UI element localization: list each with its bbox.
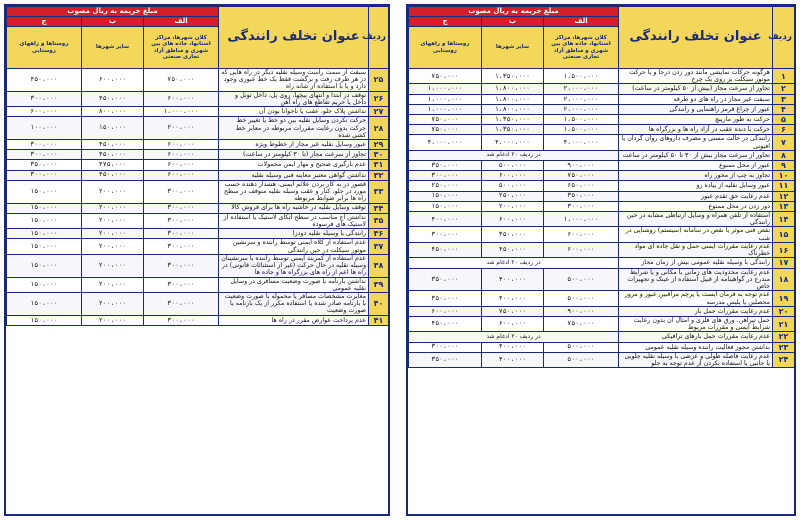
row-number: ۱۹ [773, 291, 795, 306]
table-row [7, 180, 389, 203]
fine-amount-b: ۱،۸۰۰،۰۰۰ [482, 104, 544, 114]
fine-amount-c: ۴۵۰،۰۰۰ [409, 242, 482, 257]
col-a-letter: الف [144, 17, 219, 27]
row-number: ۳۱ [369, 160, 389, 170]
violation-description: تجاوز از سرعت مجاز بیش از ۳۰ تا ۵۰ کیلومتر در ساعت [619, 150, 773, 160]
fine-amount-b: ۴۵۰،۰۰۰ [482, 242, 544, 257]
fine-amount-c: ۱۵۰،۰۰۰ [7, 315, 82, 325]
row-number: ۴ [773, 104, 795, 114]
fine-amount-a: ۴،۰۰۰،۰۰۰ [544, 135, 619, 150]
col-b-description: سایر شهرها [82, 27, 144, 69]
fine-amount-c: ۱،۰۰۰،۰۰۰ [409, 104, 482, 114]
col-c-letter: ج [409, 17, 482, 27]
fine-amount-c: ۱۵۰،۰۰۰ [409, 201, 482, 211]
table-row [7, 150, 389, 160]
fine-amount-a: ۷۵۰،۰۰۰ [144, 69, 219, 92]
fines-table-page-right [406, 4, 796, 516]
fine-amount-b: ۴۰۰،۰۰۰ [482, 291, 544, 306]
table-row [7, 239, 389, 254]
fine-amount-b: ۴۷۵،۰۰۰ [82, 160, 144, 170]
fine-amount-b: ۲۰۰،۰۰۰ [82, 254, 144, 277]
fine-amount-a: ۷۵۰،۰۰۰ [544, 316, 619, 331]
fine-amount-c: ۳۰۰،۰۰۰ [7, 170, 82, 180]
row-number-header: ردیف [773, 7, 795, 69]
table-row [7, 107, 389, 117]
fine-amount-c: ۱،۰۰۰،۰۰۰ [409, 94, 482, 104]
fine-amount-b: ۴۵۰،۰۰۰ [82, 91, 144, 106]
fine-amount-b: ۴۵۰،۰۰۰ [82, 170, 144, 180]
col-c-description: روستاها و راههای روستایی [7, 27, 82, 69]
fine-amount-c: ۳۰۰،۰۰۰ [7, 150, 82, 160]
violation-description: رانندگی با وسیله نقلیه دودزا [219, 229, 369, 239]
fine-amount-a: ۶۰۰،۰۰۰ [144, 150, 219, 160]
fine-amount-c: ۱،۰۰۰،۰۰۰ [409, 84, 482, 94]
table-row [409, 201, 795, 211]
fine-amount-b: ۵۰۰،۰۰۰ [482, 181, 544, 191]
fine-amount-c: ۷۵۰،۰۰۰ [409, 125, 482, 135]
violation-description: نداشتن بارنامه یا صورت وضعیت مسافری در وسایل نقلیه عمومی [219, 277, 369, 292]
row-number: ۹ [773, 161, 795, 171]
fine-amount-a: ۳۰۰،۰۰۰ [544, 201, 619, 211]
table-row [7, 170, 389, 180]
row-number: ۲۴ [773, 352, 795, 367]
fine-amount-b: ۶۰۰،۰۰۰ [482, 212, 544, 227]
fine-amount-b: ۲۵۰،۰۰۰ [482, 191, 544, 201]
fine-amount-header: مبلغ جریمه به ریال مصوب [409, 7, 619, 17]
fine-amount-a: ۶۰۰،۰۰۰ [544, 242, 619, 257]
fine-amount-a: ۶۰۰،۰۰۰ [144, 170, 219, 180]
fine-amount-c: ۳۵۰،۰۰۰ [409, 161, 482, 171]
fine-amount-a: ۱،۵۰۰،۰۰۰ [544, 69, 619, 84]
violation-description: حرکت نکردن وسایل نقلیه بین دو خط یا تغییر خط حرکت بدون رعایت مقررات مربوطه در معابر خط کشی شده [219, 117, 369, 140]
fine-amount-c: ۱۵۰،۰۰۰ [7, 277, 82, 292]
fine-amount-b: ۳۵۰،۰۰۰ [482, 227, 544, 242]
fine-amount-b: ۱۵۰،۰۰۰ [82, 117, 144, 140]
violation-description: حرکت به طور مارپیچ [619, 115, 773, 125]
table-row [7, 160, 389, 170]
fine-amount-b: ۲۰۰،۰۰۰ [82, 213, 144, 228]
violation-description: حمل تیرآهن، ورق های فلزی و امثال آن بدون رعایت شرایط ایمنی و مقررات مربوط [619, 316, 773, 331]
row-number: ۱۰ [773, 171, 795, 181]
violation-description: نقص فنی موثر یا نقص در سامانه (سیستم) روشنایی در شب [619, 227, 773, 242]
fine-amount-c: ۳۵۰،۰۰۰ [409, 352, 482, 367]
row-number: ۲۶ [369, 91, 389, 106]
row-number: ۳۷ [369, 239, 389, 254]
fine-amount-b: ۱،۳۵۰،۰۰۰ [482, 125, 544, 135]
row-number: ۳۹ [369, 277, 389, 292]
fine-amount-b: ۴۰۰،۰۰۰ [482, 342, 544, 352]
violation-description: نداشتن مجوز فعالیت راننده وسیله نقلیه عمومی [619, 342, 773, 352]
violation-description: رانندگی با وسیله نقلیه عمومی بیش از زمان مجاز [619, 258, 773, 268]
fines-table-page-left [4, 4, 390, 516]
row-number: ۷ [773, 135, 795, 150]
fine-amount-a: ۵۰۰،۰۰۰ [544, 268, 619, 291]
fine-amount-b: ۲۰۰،۰۰۰ [482, 201, 544, 211]
fine-amount-c: ۴۰۰،۰۰۰ [409, 212, 482, 227]
violation-title-header: عنوان تخلف رانندگی [619, 7, 773, 69]
table-row [409, 161, 795, 171]
page-gutter [394, 0, 402, 520]
col-c-description: روستاها و راههای روستایی [409, 27, 482, 69]
fine-amount-a: ۶۰۰،۰۰۰ [544, 227, 619, 242]
table-row [409, 104, 795, 114]
fine-amount-b: ۲۰۰،۰۰۰ [82, 239, 144, 254]
violation-title-header: عنوان تخلف رانندگی [219, 7, 369, 69]
row-number: ۲۱ [773, 316, 795, 331]
violation-description: دور زدن در محل ممنوع [619, 201, 773, 211]
fine-amount-c: ۳۵۰،۰۰۰ [409, 268, 482, 291]
fine-amount-b: ۶۰۰،۰۰۰ [482, 316, 544, 331]
fine-amount-b: ۱،۸۰۰،۰۰۰ [482, 84, 544, 94]
fine-amount-a: ۳۰۰،۰۰۰ [144, 239, 219, 254]
violation-description: تجاوز به چپ از محور راه [619, 171, 773, 181]
fine-amount-b: ۴۰۰،۰۰۰ [482, 352, 544, 367]
fine-amount-b: ۴،۰۰۰،۰۰۰ [482, 135, 544, 150]
fine-amount-c: ۱۵۰،۰۰۰ [7, 239, 82, 254]
fine-amount-a: ۲،۰۰۰،۰۰۰ [544, 94, 619, 104]
table-row [409, 242, 795, 257]
fine-amount-c: ۳۰۰،۰۰۰ [409, 342, 482, 352]
row-number: ۲۵ [369, 69, 389, 92]
fine-amount-c: ۴،۰۰۰،۰۰۰ [409, 135, 482, 150]
violation-description: عدم توجه به فرمان ایست یا پرچم مراقبین عبور و مرور محصلین یا پلیس مدرسه [619, 291, 773, 306]
fines-table-right [408, 6, 795, 368]
violation-description: استفاده از تلفن همراه و وسایل ارتباطی مشابه در حین رانندگی [619, 212, 773, 227]
fine-amount-a: ۳۰۰،۰۰۰ [144, 203, 219, 213]
violation-description: عدم پرداخت عوارض مقرر در راه ها [219, 315, 369, 325]
fine-amount-c: ۳۵۰،۰۰۰ [409, 291, 482, 306]
row-number: ۸ [773, 150, 795, 160]
table-row [7, 277, 389, 292]
table-row [409, 352, 795, 367]
row-number: ۱۷ [773, 258, 795, 268]
row-number: ۳ [773, 94, 795, 104]
row-number: ۲۰ [773, 306, 795, 316]
fine-amount-a: ۳۰۰،۰۰۰ [144, 180, 219, 203]
violation-description: توقف در ابتدا و انتهای پیچها، روی پل، داخل تونل و داخل یا حریم تقاطع های راه آهن [219, 91, 369, 106]
fine-amount-a: ۳۰۰،۰۰۰ [144, 229, 219, 239]
fine-amount-c: ۱۵۰،۰۰۰ [7, 293, 82, 316]
fine-amount-b: ۲۰۰،۰۰۰ [82, 293, 144, 316]
fine-amount-b: ۲۰۰،۰۰۰ [82, 229, 144, 239]
fine-amount-a: ۶۵۰،۰۰۰ [544, 181, 619, 191]
violation-description: تجاوز از سرعت مجاز (بیش از ۵۰ کیلومتر در ساعت) [619, 84, 773, 94]
violation-description: سبقت غیر مجاز در راه های دو طرفه [619, 94, 773, 104]
fine-amount-a: ۹۰۰،۰۰۰ [544, 161, 619, 171]
row-number: ۶ [773, 125, 795, 135]
table-row [409, 94, 795, 104]
violation-description: قصور در به کار بردن علائم ایمنی، هشدار دهنده حسب مورد در جلو، کنار و عقب وسیله نقلیه متوقف در سطح راه ها برابر ضوابط مربوطه [219, 180, 369, 203]
table-row [409, 150, 795, 160]
row-number: ۴۰ [369, 293, 389, 316]
fine-amount-c: ۴۵۰،۰۰۰ [409, 316, 482, 331]
col-c-letter: ج [7, 17, 82, 27]
row-number: ۳۴ [369, 203, 389, 213]
fine-amount-a: ۵۰۰،۰۰۰ [544, 342, 619, 352]
fine-amount-a: ۳۰۰،۰۰۰ [144, 254, 219, 277]
row-number: ۳۳ [369, 180, 389, 203]
row-number: ۲۲ [773, 332, 795, 342]
fine-amount-a: ۷۵۰،۰۰۰ [544, 171, 619, 181]
table-row [7, 229, 389, 239]
col-b-letter: ب [482, 17, 544, 27]
fine-amount-c: ۱۵۰،۰۰۰ [7, 180, 82, 203]
fine-amount-c: ۱۵۰،۰۰۰ [409, 191, 482, 201]
fine-amount-a: ۱،۵۰۰،۰۰۰ [544, 115, 619, 125]
violation-description: نداشتن پلاک جلو، عقب یا ناخوانا بودن آن [219, 107, 369, 117]
table-row [7, 117, 389, 140]
table-row [7, 91, 389, 106]
row-number: ۱۴ [773, 212, 795, 227]
fine-amount-a: ۶۰۰،۰۰۰ [144, 140, 219, 150]
fine-amount-c: ۷۵۰،۰۰۰ [409, 69, 482, 84]
fine-amount-a: ۲،۰۰۰،۰۰۰ [544, 84, 619, 94]
fine-amount-c: ۳۰۰،۰۰۰ [409, 171, 482, 181]
violation-description: عدم رعایت مقررات ایمنی حمل و نقل جاده ای مواد خطرناک [619, 242, 773, 257]
merged-row-note: در ردیف ۲۰ ادغام شد [409, 150, 619, 160]
table-row [409, 268, 795, 291]
fine-amount-c: ۱۵۰،۰۰۰ [7, 203, 82, 213]
fine-amount-b: ۲۰۰،۰۰۰ [82, 277, 144, 292]
row-number: ۵ [773, 115, 795, 125]
fine-amount-a: ۳۰۰،۰۰۰ [144, 293, 219, 316]
row-number: ۲۹ [369, 140, 389, 150]
violation-description: عدم استفاده از کمربند ایمنی توسط راننده یا سرنشینان وسیله نقلیه در حال حرکت (غیر از استثنائات قانونی) در راه ها اعم از راه های بزرگراه ها و جاده ها [219, 254, 369, 277]
fine-amount-a: ۶۰۰،۰۰۰ [144, 160, 219, 170]
row-number: ۲ [773, 84, 795, 94]
fine-amount-a: ۶۰۰،۰۰۰ [144, 91, 219, 106]
row-number: ۴۱ [369, 315, 389, 325]
fine-amount-a: ۲،۰۰۰،۰۰۰ [544, 104, 619, 114]
table-row [409, 135, 795, 150]
fine-amount-b: ۲۰۰،۰۰۰ [82, 203, 144, 213]
row-number: ۳۵ [369, 213, 389, 228]
fine-amount-a: ۲۰۰،۰۰۰ [144, 117, 219, 140]
table-row [7, 293, 389, 316]
table-row [409, 181, 795, 191]
fine-amount-c: ۱۵۰،۰۰۰ [7, 213, 82, 228]
table-row [409, 258, 795, 268]
fine-amount-a: ۱،۰۰۰،۰۰۰ [544, 212, 619, 227]
row-number: ۲۳ [773, 342, 795, 352]
violation-description: رانندگی در حالت مستی و مصرف داروهای روان گردان یا افیونی [619, 135, 773, 150]
row-number: ۱۵ [773, 227, 795, 242]
fines-table-left [6, 6, 389, 326]
fine-amount-c: ۳۰۰،۰۰۰ [7, 140, 82, 150]
fine-amount-a: ۵۰۰،۰۰۰ [544, 291, 619, 306]
violation-description: عبور از چراغ قرمز راهنمایی و رانندگی [619, 104, 773, 114]
violation-description: نداشتن آج مناسب در سطح اتکای لاستیک یا استفاده از لاستیک های فرسوده [219, 213, 369, 228]
fine-amount-c: ۴۵۰،۰۰۰ [7, 69, 82, 92]
fine-amount-a: ۹۰۰،۰۰۰ [544, 306, 619, 316]
fine-amount-b: ۲۰۰،۰۰۰ [82, 180, 144, 203]
fine-amount-b: ۴۰۰،۰۰۰ [482, 268, 544, 291]
table-row [409, 316, 795, 331]
merged-row-note: در ردیف ۲۰ ادغام شد [409, 258, 619, 268]
fine-amount-c: ۱۵۰،۰۰۰ [7, 229, 82, 239]
violation-description: عدم رعایت فاصله طولی و عرضی با وسیله نقلیه جلویی یا جانبی یا استفاده نکردن از عدم توجه به جلو [619, 352, 773, 367]
fine-amount-header: مبلغ جریمه به ریال مصوب [7, 7, 219, 17]
row-number: ۱۳ [773, 201, 795, 211]
fine-amount-b: ۱،۳۵۰،۰۰۰ [482, 69, 544, 84]
fine-amount-c: ۳۵۰،۰۰۰ [7, 160, 82, 170]
table-row [409, 69, 795, 84]
col-a-description: کلان شهرها، مراکز استانها، جاده های بین شهری و مناطق آزاد تجاری صنعتی [544, 27, 619, 69]
table-row [409, 227, 795, 242]
row-number: ۳۲ [369, 170, 389, 180]
fine-amount-a: ۱،۵۰۰،۰۰۰ [544, 125, 619, 135]
violation-description: تجاوز از سرعت مجاز (تا ۳۰ کیلومتر در ساعت) [219, 150, 369, 160]
violation-description: عدم رعایت حق تقدم عبور [619, 191, 773, 201]
violation-description: عبور از محل ممنوع [619, 161, 773, 171]
fines-table-right-body [409, 69, 795, 368]
table-row [409, 332, 795, 342]
table-row [409, 171, 795, 181]
fine-amount-b: ۴۵۰،۰۰۰ [82, 150, 144, 160]
fine-amount-c: ۷۵۰،۰۰۰ [409, 115, 482, 125]
row-number: ۱۲ [773, 191, 795, 201]
table-row [7, 315, 389, 325]
fine-amount-c: ۱۵۰،۰۰۰ [7, 254, 82, 277]
table-row [409, 191, 795, 201]
fine-amount-a: ۳۰۰،۰۰۰ [144, 315, 219, 325]
fine-amount-c: ۲۵۰،۰۰۰ [409, 181, 482, 191]
row-number: ۲۸ [369, 117, 389, 140]
fines-table-left-body [7, 69, 389, 326]
row-number: ۱ [773, 69, 795, 84]
table-row [7, 69, 389, 92]
fine-amount-a: ۵۰۰،۰۰۰ [544, 352, 619, 367]
fine-amount-b: ۶۰۰،۰۰۰ [482, 171, 544, 181]
row-number: ۳۸ [369, 254, 389, 277]
col-b-letter: ب [82, 17, 144, 27]
violation-description: عدم بارگیری صحیح و مهار ایمن محمولات [219, 160, 369, 170]
merged-row-note: در ردیف ۲۰ ادغام شد [409, 332, 619, 342]
violation-description: هرگونه حرکات نمایشی مانند دور زدن درجا و یا حرکت موتور سیکلت بر روی یک چرخ [619, 69, 773, 84]
table-row [7, 140, 389, 150]
table-row [409, 115, 795, 125]
violation-description: عبور وسایل نقلیه از پیاده رو [619, 181, 773, 191]
fine-amount-b: ۵۰۰،۰۰۰ [482, 161, 544, 171]
col-a-description: کلان شهرها، مراکز استانها، جاده های بین شهری و مناطق آزاد تجاری صنعتی [144, 27, 219, 69]
table-row [7, 203, 389, 213]
row-number-header: ردیف [369, 7, 389, 69]
fine-amount-c: ۳۰۰،۰۰۰ [7, 91, 82, 106]
col-a-letter: الف [544, 17, 619, 27]
fine-amount-a: ۳۰۰،۰۰۰ [144, 213, 219, 228]
fine-amount-c: ۱۰۰،۰۰۰ [7, 117, 82, 140]
fine-amount-a: ۱،۰۰۰،۰۰۰ [144, 107, 219, 117]
fine-amount-a: ۳۰۰،۰۰۰ [144, 277, 219, 292]
table-row [7, 254, 389, 277]
fine-amount-b: ۶۰۰،۰۰۰ [82, 69, 144, 92]
row-number: ۱۶ [773, 242, 795, 257]
fine-amount-b: ۴۵۰،۰۰۰ [82, 140, 144, 150]
violation-description: عدم استفاده از کلاه ایمنی توسط راننده و سرنشین موتور سیکلت در حین رانندگی [219, 239, 369, 254]
fine-amount-b: ۱،۸۰۰،۰۰۰ [482, 94, 544, 104]
fine-amount-b: ۲۰۰،۰۰۰ [82, 315, 144, 325]
table-row [409, 342, 795, 352]
row-number: ۳۶ [369, 229, 389, 239]
table-row [7, 213, 389, 228]
fine-amount-b: ۷۵۰،۰۰۰ [482, 306, 544, 316]
fine-amount-b: ۱،۳۵۰،۰۰۰ [482, 115, 544, 125]
table-row [409, 212, 795, 227]
violation-description: مغایرت مشخصات مسافر یا محموله با صورت وضعیت یا بارنامه صادر شده یا استفاده مکرر از یک بارنامه یا صورت وضعیت [219, 293, 369, 316]
violation-description: سبقت از سمت راست وسیله نقلیه دیگر در راه هایی که در هر طرف رفت و برگشت فقط یک خط عبوری وجود دارد و یا با استفاده از شانه راه [219, 69, 369, 92]
violation-description: حرکت با دنده عقب در آزاد راه ها و بزرگراه ها [619, 125, 773, 135]
fine-amount-c: ۳۰۰،۰۰۰ [409, 227, 482, 242]
row-number: ۳۰ [369, 150, 389, 160]
violation-description: توقف وسایل نقلیه در حاشیه راه ها برای فروش کالا [219, 203, 369, 213]
col-b-description: سایر شهرها [482, 27, 544, 69]
row-number: ۱۱ [773, 181, 795, 191]
table-row [409, 291, 795, 306]
row-number: ۱۸ [773, 268, 795, 291]
fine-amount-b: ۸۰۰،۰۰۰ [82, 107, 144, 117]
table-row [409, 84, 795, 94]
fine-amount-c: ۶۰۰،۰۰۰ [7, 107, 82, 117]
violation-description: عدم رعایت محدودیت های زمانی یا مکانی و یا شرایط مندرج در گواهینامه از قبیل استفاده از عینک و تجهیزات خاص [619, 268, 773, 291]
violation-description: عدم رعایت مقررات حمل بار [619, 306, 773, 316]
violation-description: نداشتن گواهی معتبر معاینه فنی وسیله نقلیه [219, 170, 369, 180]
violation-description: عبور وسایل نقلیه غیر مجاز از خطوط ویژه [219, 140, 369, 150]
table-row [409, 125, 795, 135]
row-number: ۲۷ [369, 107, 389, 117]
fine-amount-c: ۶۰۰،۰۰۰ [409, 306, 482, 316]
fine-amount-a: ۳۵۰،۰۰۰ [544, 191, 619, 201]
table-row [409, 306, 795, 316]
violation-description: عدم رعایت مقررات حمل بارهای ترافیکی [619, 332, 773, 342]
